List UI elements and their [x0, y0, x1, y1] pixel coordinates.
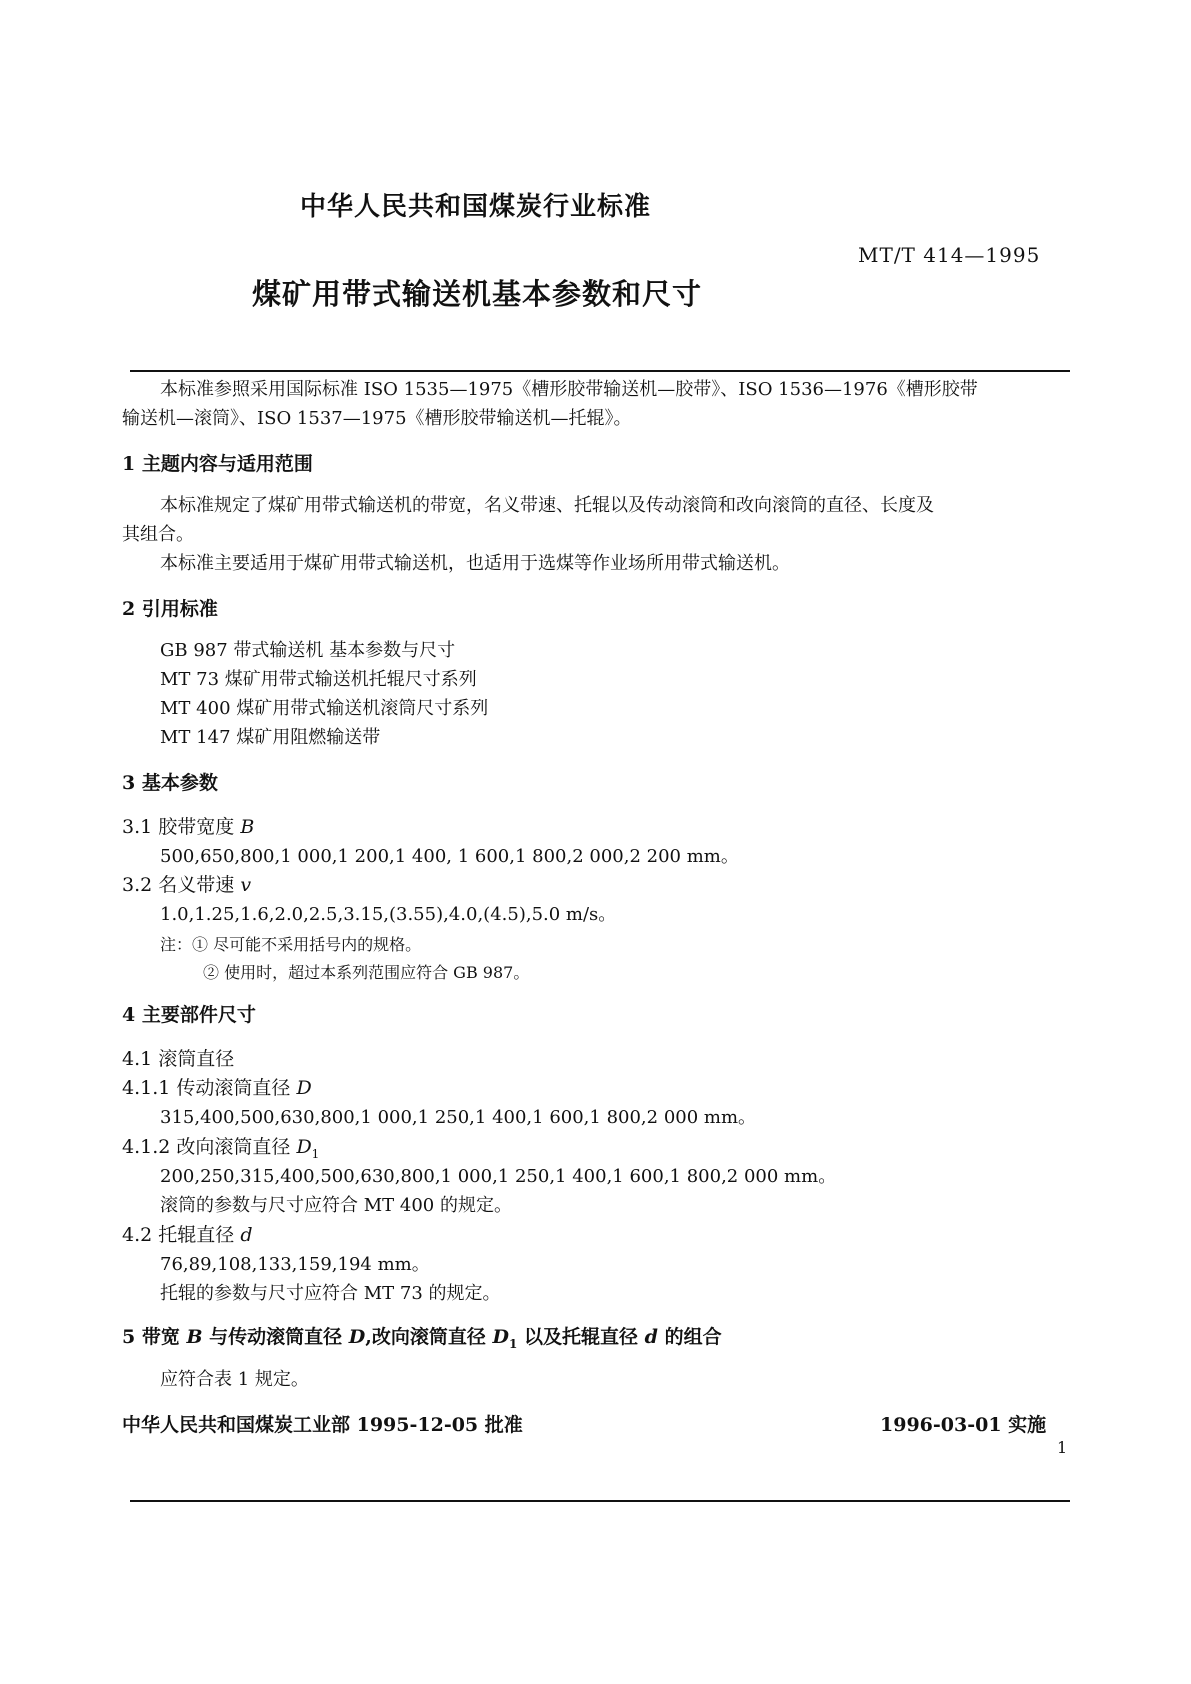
- section-5-heading: [122, 1322, 722, 1351]
- header-rule: [130, 370, 1070, 372]
- section-1-para-2: 本标准主要适用于煤矿用带式输送机，也适用于选煤等作业场所用带式输送机。: [160, 553, 790, 574]
- section-1-heading: 1 主题内容与适用范围: [122, 453, 313, 475]
- reference-item: MT 73 煤矿用带式输送机托辊尺寸系列: [160, 669, 477, 690]
- idler-diameter-values: 76,89,108,133,159,194 mm。: [160, 1254, 430, 1275]
- section-3-1-label: 3.1 胶带宽度: [122, 816, 235, 838]
- section-4-1-1-heading: [122, 1073, 312, 1100]
- note-2: ② 使用时，超过本系列范围应符合 GB 987。: [203, 963, 530, 982]
- section-1-para-1-line-2: 其组合。: [122, 524, 194, 545]
- section-5-symbol-D: D: [348, 1326, 366, 1348]
- effective-date: 1996-03-01 实施: [880, 1414, 1047, 1436]
- section-3-1-symbol: B: [240, 816, 255, 838]
- section-5-symbol-B: B: [186, 1326, 203, 1348]
- section-3-2-symbol: v: [240, 874, 252, 896]
- footer-rule: [130, 1500, 1070, 1502]
- intro-line-1: 本标准参照采用国际标准 ISO 1535—1975《槽形胶带输送机—胶带》、ISO 1536—1976《槽形胶带: [160, 379, 978, 400]
- section-4-1-1-symbol: D: [296, 1077, 312, 1099]
- section-5-heading-part: 5 带宽: [122, 1326, 180, 1348]
- belt-speed-values: 1.0,1.25,1.6,2.0,2.5,3.15,(3.55),4.0,(4.5),5.0 m/s。: [160, 904, 617, 925]
- intro-line-2: 输送机—滚筒》、ISO 1537—1975《槽形胶带输送机—托辊》。: [122, 408, 632, 429]
- section-4-2-label: 4.2 托辊直径: [122, 1224, 235, 1246]
- section-5-heading-part: 与传动滚筒直径: [209, 1326, 343, 1348]
- section-4-2-symbol: d: [240, 1224, 253, 1246]
- section-3-1-heading: [122, 812, 254, 839]
- section-5-heading-part: 的组合: [664, 1326, 722, 1348]
- section-5-body: 应符合表 1 规定。: [160, 1369, 309, 1390]
- standard-number: MT/T 414—1995: [858, 243, 1041, 267]
- approval-line: 中华人民共和国煤炭工业部 1995-12-05 批准: [122, 1414, 523, 1436]
- document-title: 煤矿用带式输送机基本参数和尺寸: [252, 277, 703, 311]
- section-3-2-label: 3.2 名义带速: [122, 874, 235, 896]
- section-3-2-heading: [122, 870, 251, 897]
- section-4-1-1-label: 4.1.1 传动滚筒直径: [122, 1077, 291, 1099]
- reference-item: GB 987 带式输送机 基本参数与尺寸: [160, 640, 456, 661]
- bend-pulley-diameter-values: 200,250,315,400,500,630,800,1 000,1 250,1 400,1 600,1 800,2 000 mm。: [160, 1166, 837, 1187]
- section-4-1-heading: 4.1 滚筒直径: [122, 1048, 235, 1070]
- section-5-heading-part: 以及托辊直径: [524, 1326, 639, 1348]
- drive-pulley-diameter-values: 315,400,500,630,800,1 000,1 250,1 400,1 600,1 800,2 000 mm。: [160, 1107, 757, 1128]
- section-4-2-heading: [122, 1220, 252, 1247]
- section-5-heading-part: ,改向滚筒直径: [365, 1326, 486, 1348]
- idler-spec-note: 托辊的参数与尺寸应符合 MT 73 的规定。: [160, 1283, 501, 1304]
- standard-category-title: 中华人民共和国煤炭行业标准: [300, 192, 652, 222]
- pulley-spec-note: 滚筒的参数与尺寸应符合 MT 400 的规定。: [160, 1195, 512, 1216]
- note-1: 注：① 尽可能不采用括号内的规格。: [160, 935, 422, 954]
- section-4-1-2-symbol: D: [296, 1136, 312, 1158]
- section-5-subscript-1: 1: [509, 1336, 518, 1351]
- reference-item: MT 400 煤矿用带式输送机滚筒尺寸系列: [160, 698, 489, 719]
- section-4-heading: 4 主要部件尺寸: [122, 1004, 256, 1026]
- section-4-1-2-heading: [122, 1132, 319, 1161]
- section-5-symbol-d: d: [644, 1326, 658, 1348]
- reference-item: MT 147 煤矿用阻燃输送带: [160, 727, 381, 748]
- section-1-para-1-line-1: 本标准规定了煤矿用带式输送机的带宽，名义带速、托辊以及传动滚筒和改向滚筒的直径、长度及: [160, 495, 934, 516]
- belt-width-values: 500,650,800,1 000,1 200,1 400, 1 600,1 800,2 000,2 200 mm。: [160, 846, 739, 867]
- section-5-symbol-D1: D: [492, 1326, 510, 1348]
- section-3-heading: 3 基本参数: [122, 772, 218, 794]
- section-4-1-2-label: 4.1.2 改向滚筒直径: [122, 1136, 291, 1158]
- page-number: 1: [1057, 1438, 1068, 1457]
- section-2-heading: 2 引用标准: [122, 598, 218, 620]
- section-4-1-2-subscript: 1: [311, 1146, 320, 1161]
